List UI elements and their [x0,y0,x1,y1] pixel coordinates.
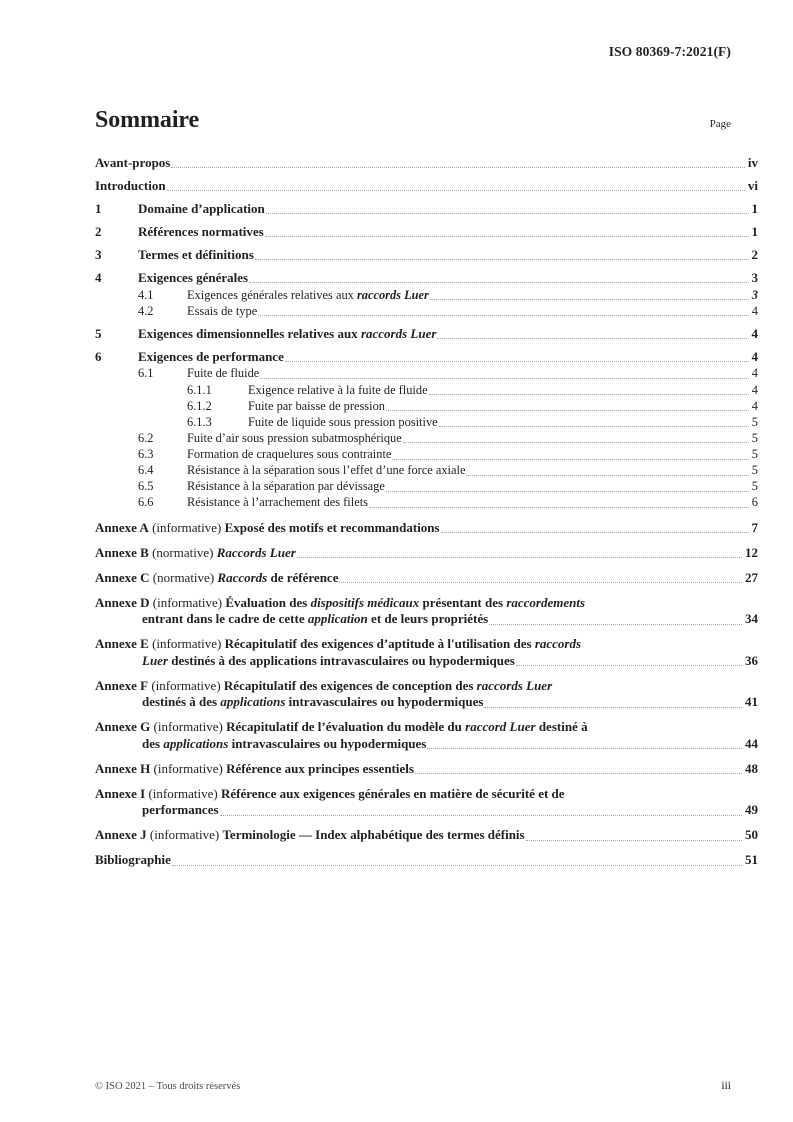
toc-entry-page: 1 [751,201,758,217]
toc-entry-number: 6.4 [138,463,154,477]
toc-entry-label: Fuite de liquide sous pression positive [248,414,438,429]
annexe-title: Récapitulatif des exigences d’aptitude à l'utilisation des raccords [224,636,582,652]
dot-leader [441,531,749,533]
toc-entry-page: 4 [751,366,758,381]
toc-entry-clause-4-1[interactable] [95,288,758,304]
dot-leader [484,706,742,708]
toc-entry-number: 6.5 [138,479,154,494]
annexe-qualifier: (informative) [153,760,223,776]
annexe-label: Annexe I [95,785,146,801]
toc-entry-avant-propos[interactable] [95,155,758,171]
toc-entry-label: Résistance à la séparation par dévissage [187,479,385,494]
annexe-qualifier: (normative) [152,569,215,585]
dot-leader [167,189,745,191]
toc-entry-page: 6 [751,495,758,510]
toc-entry-clause-6-1-3[interactable] [95,415,758,431]
toc-entry-page: 41 [745,694,758,710]
dot-leader [392,458,748,460]
toc-entry-label: Résistance à la séparation sous l’effet d’une force axiale [187,463,466,477]
annexe-title-continued: performances [142,802,219,818]
toc-entry-label: Exigences de performance [138,349,284,365]
toc-entry-page: 5 [751,479,758,494]
toc-entry-page: 4 [751,303,758,318]
toc-entry-label: Termes et définitions [138,247,254,263]
toc-entry-number: 6.1 [138,366,154,381]
annexe-title-continued: Luer destinés à des applications intravasculaires ou hypodermiques [142,652,515,668]
toc-entry-page: 3 [751,270,758,286]
toc-entry-annexe-e[interactable] [95,636,758,669]
annexe-qualifier: (informative) [152,594,223,610]
toc-entry-annexe-j[interactable] [95,827,758,844]
toc-entry-page: 50 [745,827,758,843]
annexe-qualifier: (informative) [148,785,218,801]
toc-entry-annexe-a[interactable] [95,520,758,537]
dot-leader [427,747,742,749]
toc-entry-clause-6-3[interactable] [95,447,758,463]
toc-entry-page: 5 [751,414,758,429]
toc-entry-label: Résistance à l’arrachement des filets [187,495,368,510]
annexe-title: Référence aux principes essentiels [226,760,414,776]
bibliographie-label: Bibliographie [95,852,171,868]
dot-leader [489,623,742,625]
page-footer [95,1080,731,1092]
toc-entry-clause-4-2[interactable] [95,304,758,320]
annexe-qualifier: (informative) [152,636,222,652]
annexe-label: Annexe A [95,519,149,535]
dot-leader [415,772,742,774]
annexe-qualifier: (informative) [151,677,221,693]
toc-entry-label: Avant-propos [95,155,171,170]
toc-entry-clause-1[interactable] [95,201,758,217]
table-of-contents [95,155,758,877]
toc-entry-clause-6-2[interactable] [95,431,758,447]
page-title: Sommaire [95,107,200,133]
dot-leader [220,814,742,816]
annexe-title: Évaluation des dispositifs médicaux présentant des raccordements [225,594,586,610]
dot-leader [260,377,749,379]
toc-entry-clause-6-1[interactable] [95,366,758,382]
annexe-title: Référence aux exigences générales en matière de sécurité et de [221,785,565,801]
dot-leader [403,441,749,443]
toc-entry-page: 34 [745,611,758,627]
annexe-title: Exposé des motifs et recommandations [224,519,440,535]
toc-entry-page: 1 [751,224,758,240]
annexe-qualifier: (informative) [153,719,223,735]
toc-entry-clause-6[interactable] [95,349,758,365]
toc-entry-page: 44 [745,735,758,751]
toc-entry-number: 4 [95,270,102,286]
toc-entry-page: 5 [751,446,758,461]
dot-leader [266,212,749,214]
annexe-qualifier: (informative) [149,827,220,843]
annexe-label: Annexe E [95,636,149,652]
toc-entry-page: 12 [745,544,758,560]
toc-entry-page: 5 [751,463,758,477]
dot-leader [249,281,748,283]
dot-leader [258,314,749,316]
toc-entry-number: 6 [95,349,102,365]
toc-entry-label: Introduction [95,178,166,194]
toc-entry-annexe-h[interactable] [95,761,758,778]
toc-entry-page: 4 [751,382,758,397]
toc-entry-label: Fuite par baisse de pression [248,398,385,413]
dot-leader [285,360,749,362]
dot-leader [171,166,745,168]
annexe-title: Récapitulatif de l’évaluation du modèle du raccord Luer destiné à [226,719,588,735]
toc-entry-page: 4 [751,326,758,342]
annexe-title: Raccords Luer [216,544,296,560]
toc-entry-page: 36 [745,652,758,668]
toc-entry-number: 6.2 [138,430,154,445]
toc-entry-number: 6.6 [138,495,154,510]
page-folio: iii [721,1080,731,1092]
dot-leader [339,581,742,583]
toc-entry-label: Références normatives [138,224,264,240]
annexe-label: Annexe B [95,544,149,560]
annexe-title: Récapitulatif des exigences de conception des raccords Luer [223,677,553,693]
toc-entry-page: 5 [751,430,758,445]
toc-entry-clause-6-6[interactable] [95,495,758,511]
toc-entry-page: vi [747,178,758,194]
annexe-title-continued: entrant dans le cadre de cette application et de leurs propriétés [142,611,489,627]
toc-entry-number: 4.2 [138,303,154,318]
toc-entry-label: Essais de type [187,303,258,318]
annexe-qualifier: (informative) [152,519,222,535]
toc-entry-number: 6.1.3 [187,414,212,429]
toc-entry-page: iv [747,155,758,170]
toc-entry-clause-6-4[interactable] [95,463,758,479]
toc-entry-label-italic: raccords Luer [356,287,429,302]
toc-entry-label: Exigences dimensionnelles relatives aux raccords Luer [138,326,437,342]
annexe-label: Annexe G [95,719,151,735]
toc-entry-number: 1 [95,201,102,217]
toc-entry-label: Fuite d’air sous pression subatmosphérique [187,430,402,445]
annexe-title: Raccords de référence [217,569,339,585]
toc-entry-annexe-i[interactable] [95,786,758,819]
toc-entry-page: 2 [751,247,758,263]
running-header-standard-ref: ISO 80369-7:2021(F) [608,44,731,59]
toc-entry-page: 4 [751,398,758,413]
toc-entry-number: 3 [95,247,102,263]
toc-entry-label: Fuite de fluide [187,366,260,381]
toc-entry-label: Exigence relative à la fuite de fluide [248,382,428,397]
toc-entry-number: 2 [95,224,102,240]
toc-entry-page: 3 [751,287,758,302]
toc-entry-page: 7 [751,519,758,535]
annexe-label: Annexe D [95,594,150,610]
toc-entry-label-italic: raccords Luer [360,326,437,342]
toc-entry-clause-3[interactable] [95,247,758,263]
toc-entry-page: 27 [745,569,758,585]
toc-entry-bibliographie[interactable] [95,852,758,869]
dot-leader [516,664,742,666]
toc-title-row [95,107,731,134]
annexe-title-continued: destinés à des applications intravasculaires ou hypodermiques [142,694,484,710]
toc-entry-annexe-b[interactable] [95,545,758,562]
dot-leader [369,506,749,508]
toc-entry-label: Formation de craquelures sous contrainte [187,446,392,461]
dot-leader [386,490,749,492]
dot-leader [439,425,749,427]
toc-entry-annexe-c[interactable] [95,570,758,587]
toc-entry-label: Exigences générales relatives aux raccords Luer [187,287,429,302]
toc-entry-annexe-f[interactable] [95,678,758,711]
dot-leader [265,235,749,237]
toc-entry-number: 6.1.1 [187,382,212,397]
toc-entry-annexe-g[interactable] [95,719,758,752]
page-column-label: Page [709,118,731,130]
annexe-label: Annexe F [95,677,149,693]
toc-entry-clause-2[interactable] [95,224,758,240]
annexe-label: Annexe H [95,760,151,776]
toc-entry-page: 51 [745,852,758,868]
toc-entry-clause-5[interactable] [95,326,758,342]
dot-leader [437,337,748,339]
toc-entry-number: 6.3 [138,446,154,461]
toc-entry-clause-6-1-1[interactable] [95,383,758,399]
toc-entry-introduction[interactable] [95,178,758,194]
toc-entry-number: 4.1 [138,287,154,302]
toc-entry-page: 49 [745,802,758,818]
copyright-notice: © ISO 2021 – Tous droits réservés [95,1081,241,1092]
dot-leader [429,393,749,395]
dot-leader [172,864,742,866]
toc-entry-number: 6.1.2 [187,398,212,413]
toc-entry-page: 4 [751,349,758,365]
toc-entry-number: 5 [95,326,102,342]
toc-entry-label: Domaine d’application [138,201,265,217]
dot-leader [466,474,748,476]
toc-entry-annexe-d[interactable] [95,595,758,628]
toc-entry-clause-6-1-2[interactable] [95,399,758,415]
dot-leader [526,839,742,841]
toc-entry-page: 48 [745,760,758,776]
toc-entry-clause-6-5[interactable] [95,479,758,495]
annexe-label: Annexe C [95,569,150,585]
dot-leader [255,258,749,260]
annexe-qualifier: (normative) [152,544,214,560]
annexe-title-continued: des applications intravasculaires ou hypodermiques [142,735,427,751]
dot-leader [430,298,749,300]
toc-entry-clause-4[interactable] [95,270,758,286]
toc-entry-label: Exigences générales [138,270,249,286]
dot-leader [297,556,742,558]
annexe-title: Terminologie — Index alphabétique des termes définis [222,827,525,843]
dot-leader [386,409,749,411]
annexe-label: Annexe J [95,827,147,843]
